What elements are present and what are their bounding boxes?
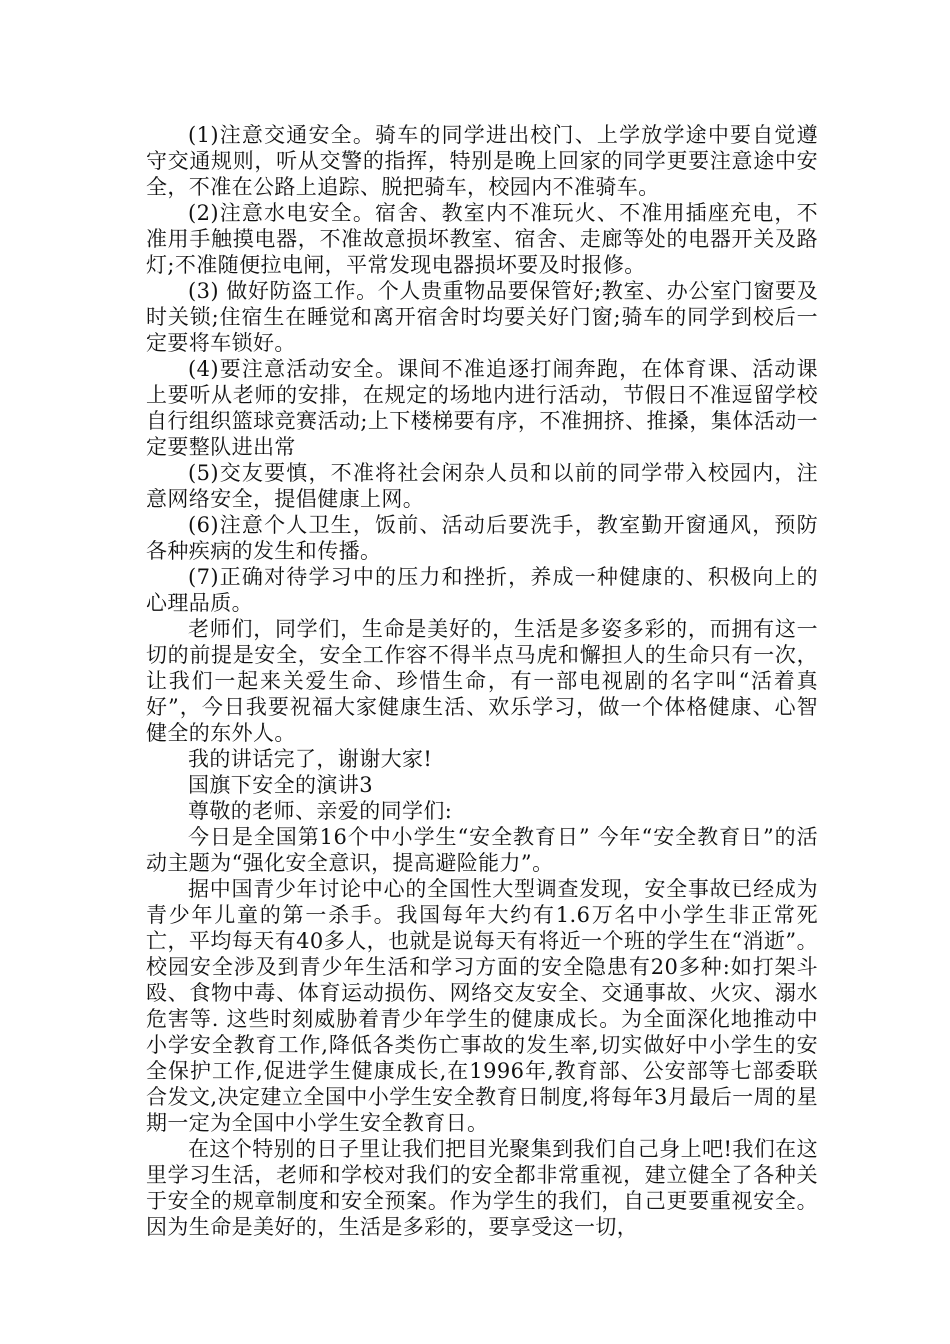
paragraph-closing-remarks: 老师们，同学们，生命是美好的，生活是多姿多彩的，而拥有这一切的前提是安全，安全工作容不得半点马虎和懈担人的生命只有一次，让我们一起来关爱生命、珍惜生命，有一部电视剧的名字叫“活着真好”，今日我要祝福大家健康生活、欢乐学习，做一个体格健康、心智健全的东外人。 [146,617,818,745]
paragraph-thanks: 我的讲话完了，谢谢大家! [188,747,433,771]
paragraph-activity-safety: (4)要注意活动安全。课间不准追逐打闹奔跑，在体育课、活动课上要听从老师的安排，在规定的场地内进行活动，节假日不准逗留学校自行组织篮球竞赛活动;上下楼梯要有序，不准拥挤、推搡，集体活动一定要整队进出常 [146,357,818,459]
section-title: 国旗下安全的演讲3 [188,773,373,797]
paragraph-safety-day-theme: 今日是全国第16个中小学生“安全教育日” 今年“安全教育日”的活动主题为“强化安全意识，提高避险能力”。 [146,825,818,875]
paragraph-theft-prevention: (3) 做好防盗工作。个人贵重物品要保管好;教室、办公室门窗要及时关锁;住宿生在睡觉和离开宿舍时均要关好门窗;骑车的同学到校后一定要将车锁好。 [146,279,818,355]
paragraph-water-electric-safety: (2)注意水电安全。宿舍、教室内不准玩火、不准用插座充电，不准用手触摸电器，不准故意损坏教室、宿舍、走廊等处的电器开关及路灯;不准随便拉电闸，平常发现电器损坏要及时报修。 [146,201,818,277]
paragraph-special-day: 在这个特别的日子里让我们把目光聚集到我们自己身上吧!我们在这里学习生活，老师和学校对我们的安全都非常重视，建立健全了各种关于安全的规章制度和安全预案。作为学生的我们，自己更要重视安全。因为生命是美好的，生活是多彩的，要享受这一切， [146,1137,818,1239]
paragraph-friendship-safety: (5)交友要慎，不准将社会闲杂人员和以前的同学带入校园内，注意网络安全，提倡健康上网。 [146,461,818,511]
document-body [146,122,818,1240]
paragraph-survey-findings: 据中国青少年讨论中心的全国性大型调查发现，安全事故已经成为青少年儿童的第一杀手。我国每年大约有1.6万名中小学生非正常死亡，平均每天有40多人，也就是说每天有将近一个班的学生在“消逝”。校园安全涉及到青少年生活和学习方面的安全隐患有20多种:如打架斗殴、食物中毒、体育运动损伤、网络交友安全、交通事故、火灾、溺水危害等. 这些时刻威胁着青少年学生的健康成长。为全面深化地推动中小学安全教育工作,降低各类伤亡事故的发生率,切实做好中小学生的安全保护工作,促进学生健康成长,在1996年,教育部、公安部等七部委联合发文,决定建立全国中小学生安全教育日制度,将每年3月最后一周的星期一定为全国中小学生安全教育日。 [146,877,818,1135]
paragraph-hygiene: (6)注意个人卫生，饭前、活动后要洗手，教室勤开窗通风，预防各种疾病的发生和传播。 [146,513,818,563]
paragraph-greeting: 尊敬的老师、亲爱的同学们: [188,799,453,823]
paragraph-traffic-safety: (1)注意交通安全。骑车的同学进出校门、上学放学途中要自觉遵守交通规则，听从交警的指挥，特别是晚上回家的同学更要注意途中安全，不准在公路上追踪、脱把骑车，校园内不准骑车。 [146,123,818,199]
paragraph-mental-health: (7)正确对待学习中的压力和挫折，养成一种健康的、积极向上的心理品质。 [146,565,818,615]
